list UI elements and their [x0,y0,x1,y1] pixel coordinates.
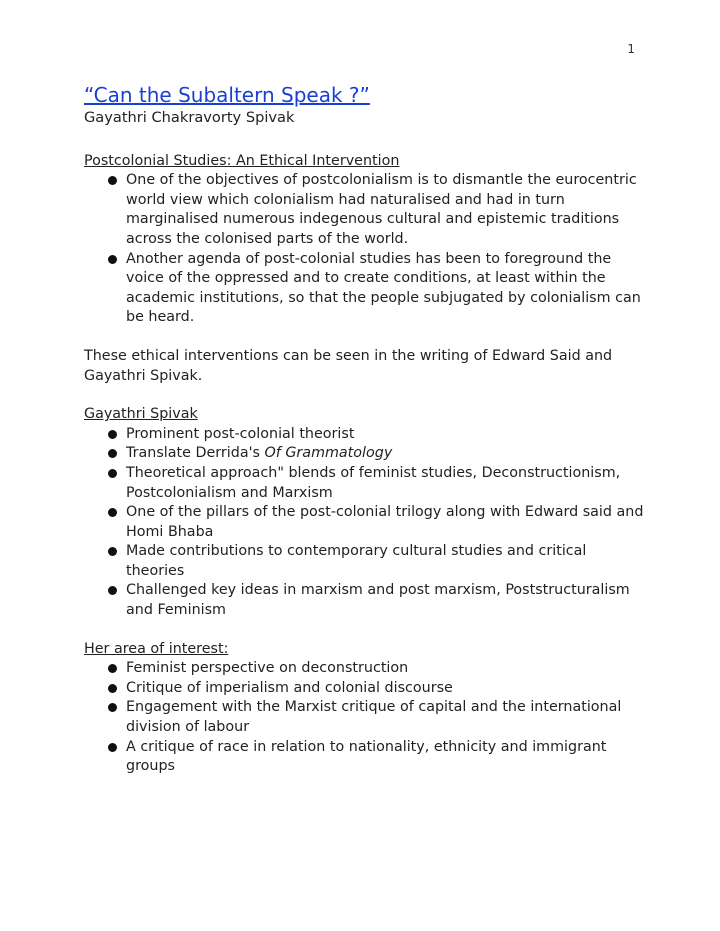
list-item-text: Engagement with the Marxist critique of capital and the international division of labour [126,699,622,736]
gayathri-spivak-list [84,425,644,621]
ethical-interventions-paragraph: These ethical interventions can be seen in the writing of Edward Said and Gayathri Spivak. [84,347,613,384]
list-item-text: One of the pillars of the post-colonial trilogy along with Edward said and Homi Bhaba [126,504,644,540]
bullet-icon [108,703,117,712]
list-item-text: Translate Derrida's [126,445,260,462]
list-item [84,503,644,542]
section-heading-postcolonial-studies: Postcolonial Studies: An Ethical Intervention [84,152,400,169]
list-item [84,581,644,620]
bullet-icon [108,430,117,439]
bullet-icon [108,176,117,185]
list-item-text: Made contributions to contemporary cultural studies and critical theories [126,543,587,579]
list-item-text: A critique of race in relation to nationality, ethnicity and immigrant groups [126,738,607,775]
document-title[interactable]: “Can the Subaltern Speak ?” [84,83,370,107]
list-item-text: Another agenda of post-colonial studies has been to foreground the voice of the oppressed and to create conditions, at least within the academic institutions, so that the people subjugated by colonialism can be heard. [126,250,641,326]
area-of-interest-list [84,659,644,777]
list-item-text: Theoretical approach" blends of feminist studies, Deconstructionism, Postcolonialism and Marxism [126,464,621,501]
list-item [84,542,644,581]
document-body [84,82,644,777]
bullet-icon [108,664,117,673]
list-item [84,425,644,445]
list-item [84,171,644,249]
list-item [84,679,644,699]
section-heading-gayathri-spivak: Gayathri Spivak [84,406,198,423]
postcolonial-studies-list [84,171,644,328]
bullet-icon [108,469,117,478]
list-item-text: One of the objectives of postcolonialism is to dismantle the eurocentric world view which colonialism had naturalised and had in turn marginalised numerous indegenous cultural and epistemic traditions across the colonised parts of the world. [126,172,637,247]
list-item-text: Prominent post-colonial theorist [126,425,355,442]
bullet-icon [108,508,117,517]
list-item-text: Critique of imperialism and colonial discourse [126,679,453,696]
list-item [84,464,644,503]
bullet-icon [108,743,117,752]
book-title: Of Grammatology [264,445,393,462]
list-item-text: Challenged key ideas in marxism and post marxism, Poststructuralism and Feminism [126,582,630,619]
bullet-icon [108,684,117,693]
list-item-text: Feminist perspective on deconstruction [126,660,409,677]
list-item [84,738,644,777]
list-item [84,659,644,679]
page-number: 1 [627,42,635,56]
list-item [84,250,644,328]
list-item [84,698,644,737]
document-author: Gayathri Chakravorty Spivak [84,109,295,126]
list-item [84,444,644,464]
bullet-icon [108,547,117,556]
bullet-icon [108,586,117,595]
bullet-icon [108,449,117,458]
section-heading-area-of-interest: Her area of interest: [84,640,229,657]
bullet-icon [108,255,117,264]
